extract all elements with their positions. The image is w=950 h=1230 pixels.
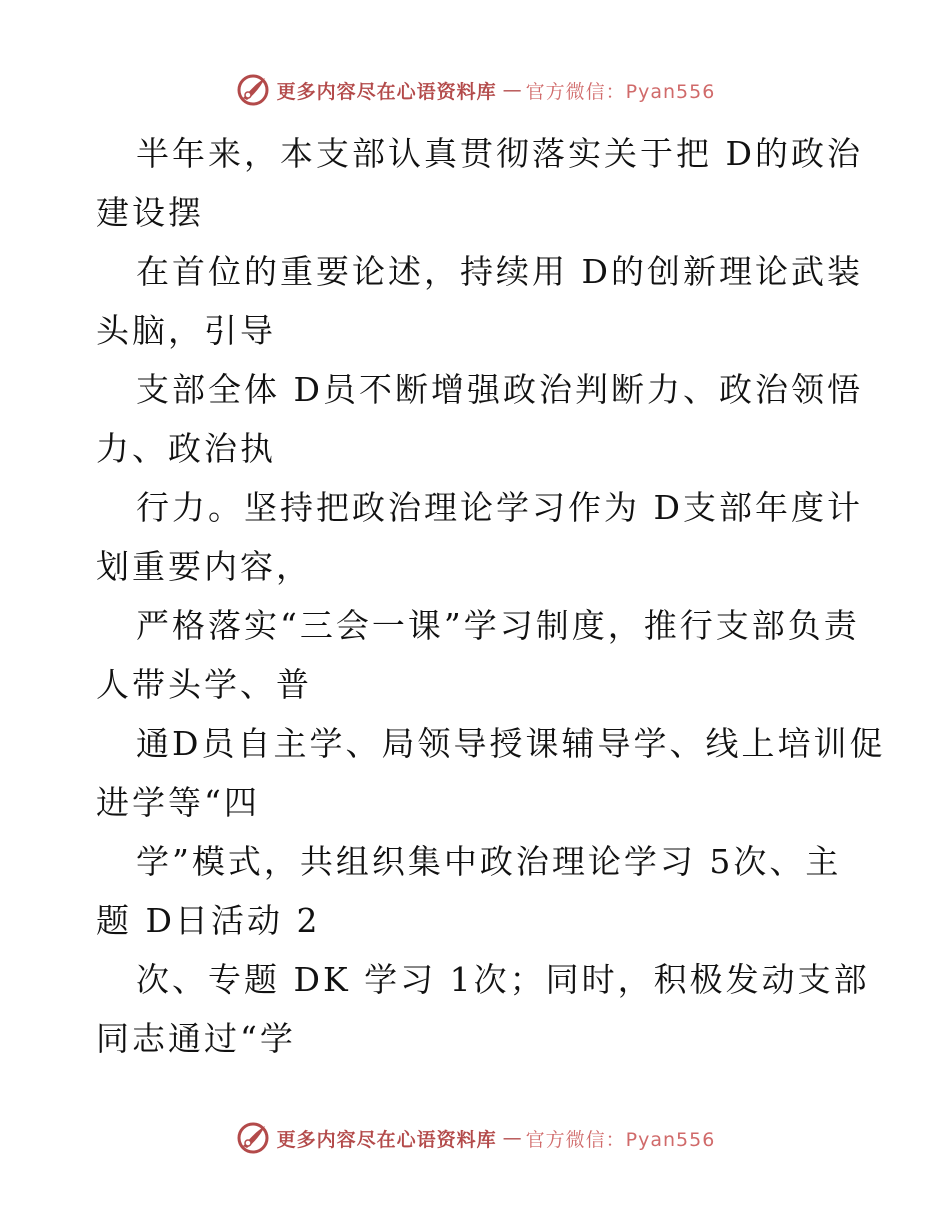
paragraph <box>96 360 863 478</box>
paragraph-line: 划重要内容， <box>96 547 312 586</box>
paragraph-line-indented: 行力。坚持把政治理论学习作为 D支部年度计 <box>136 488 863 527</box>
paragraph <box>96 832 856 950</box>
paragraph <box>96 596 860 714</box>
quill-seal-icon <box>235 1120 271 1156</box>
paragraph <box>96 124 863 242</box>
paragraph-line: 进学等“四 <box>96 783 260 822</box>
footer-banner <box>0 1118 950 1158</box>
paragraph-line-indented: 通D员自主学、局领导授课辅导学、线上培训促 <box>136 724 886 763</box>
paragraph-line-indented: 半年来，本支部认真贯彻落实关于把 D的政治 <box>136 134 863 173</box>
footer-separator: — <box>502 1127 520 1149</box>
footer-site-text: 更多内容尽在心语资料库 <box>276 1128 497 1151</box>
paragraph-line-indented: 在首位的重要论述，持续用 D的创新理论武装 <box>136 252 863 291</box>
paragraph <box>96 950 870 1068</box>
paragraph-line-indented: 支部全体 D员不断增强政治判断力、政治领悟 <box>136 370 863 409</box>
paragraph-line-indented: 次、专题 DK 学习 1次；同时，积极发动支部 <box>136 960 870 999</box>
paragraph-line: 力、政治执 <box>96 429 276 468</box>
document-body <box>96 124 886 1068</box>
paragraph <box>96 242 863 360</box>
paragraph-line: 人带头学、普 <box>96 665 312 704</box>
header-banner <box>0 70 950 110</box>
paragraph-line-indented: 学”模式，共组织集中政治理论学习 5次、主 <box>136 842 842 881</box>
quill-seal-icon <box>235 72 271 108</box>
paragraph-line: 同志通过“学 <box>96 1019 296 1058</box>
header-separator: — <box>502 79 520 101</box>
paragraph-line: 头脑，引导 <box>96 311 276 350</box>
paragraph <box>96 478 863 596</box>
paragraph-line: 建设摆 <box>96 193 204 232</box>
paragraph-line: 题 D日活动 2 <box>96 901 321 940</box>
paragraph <box>96 714 886 832</box>
paragraph-line-indented: 严格落实“三会一课”学习制度，推行支部负责 <box>136 606 860 645</box>
header-site-text: 更多内容尽在心语资料库 <box>276 80 497 103</box>
footer-wechat-text: 官方微信：Pyan556 <box>525 1128 716 1151</box>
header-wechat-text: 官方微信：Pyan556 <box>525 80 716 103</box>
